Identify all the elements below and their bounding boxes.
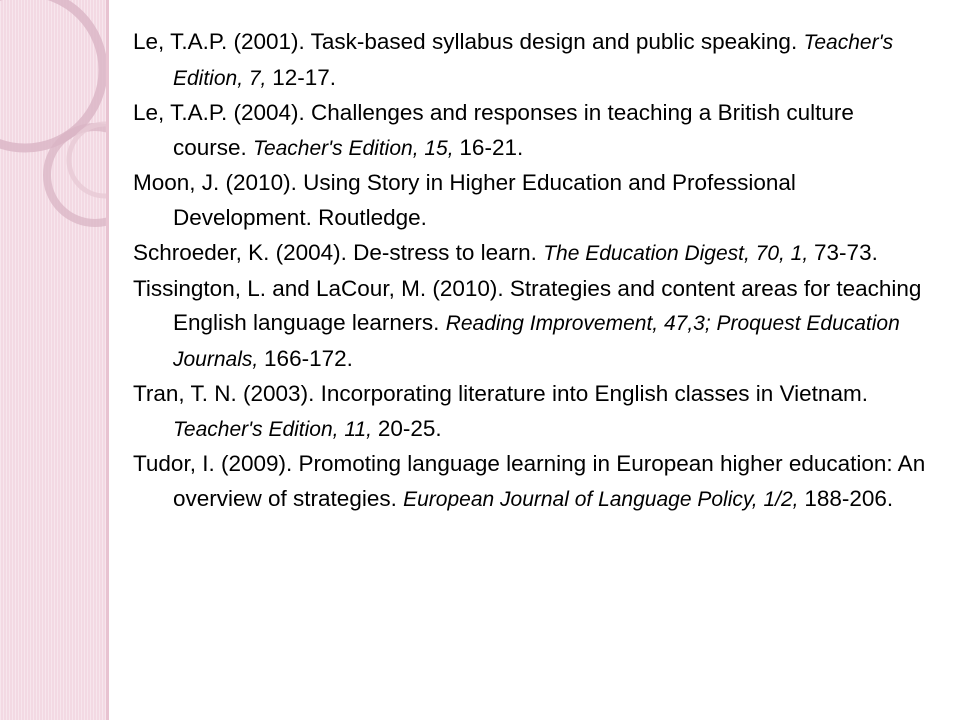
reference-author: Le, T.A.P. (2001). [133,29,311,54]
reference-author: Schroeder, K. (2004). [133,240,354,265]
reference-entry [133,272,933,378]
reference-pages: 20-25. [377,415,442,441]
reference-entry [133,96,933,166]
reference-entry [133,447,933,517]
reference-source: Teacher's Edition, 15, [253,136,460,160]
reference-title: Using Story in Higher Education and Professional Development. Routledge. [173,170,796,230]
reference-entry [133,25,933,96]
reference-source: Reading Improvement, 47,3; Proquest Education Journals, [173,312,900,371]
reference-pages: 73-73. [814,240,878,265]
reference-entry [133,166,933,236]
reference-author: Tissington, L. and LaCour, M. (2010). [133,275,510,301]
reference-author: Tudor, I. (2009). [133,451,299,476]
reference-list [133,25,933,517]
reference-author: Tran, T. N. (2003). [133,381,321,406]
reference-title: Challenges and responses in teaching a British culture course. [173,100,854,160]
reference-pages: 188-206. [804,485,894,511]
reference-source: Teacher's Edition, 7, [173,31,894,90]
reference-author: Le, T.A.P. (2004). [133,100,312,125]
reference-title: De-stress to learn. [353,240,544,265]
decorative-rings [0,0,106,320]
reference-title: Strategies and content areas for teaching English language learners. [173,275,922,335]
reference-entry [133,377,933,447]
reference-source: Teacher's Edition, 11, [173,417,378,441]
reference-pages: 12-17. [272,64,337,90]
reference-title: Task-based syllabus design and public speaking. [310,29,804,54]
decorative-sidebar [0,0,106,720]
reference-source: The Education Digest, 70, 1, [543,242,815,265]
reference-author: Moon, J. (2010). [133,170,304,195]
reference-title: Incorporating literature into English classes in Vietnam. [320,381,868,406]
reference-pages: 16-21. [459,134,524,160]
reference-title: Promoting language learning in European higher education: An overview of strategies. [173,451,926,511]
reference-entry [133,236,933,272]
sidebar-edge [106,0,109,720]
reference-source: European Journal of Language Policy, 1/2, [403,487,805,511]
reference-pages: 166-172. [264,345,353,371]
